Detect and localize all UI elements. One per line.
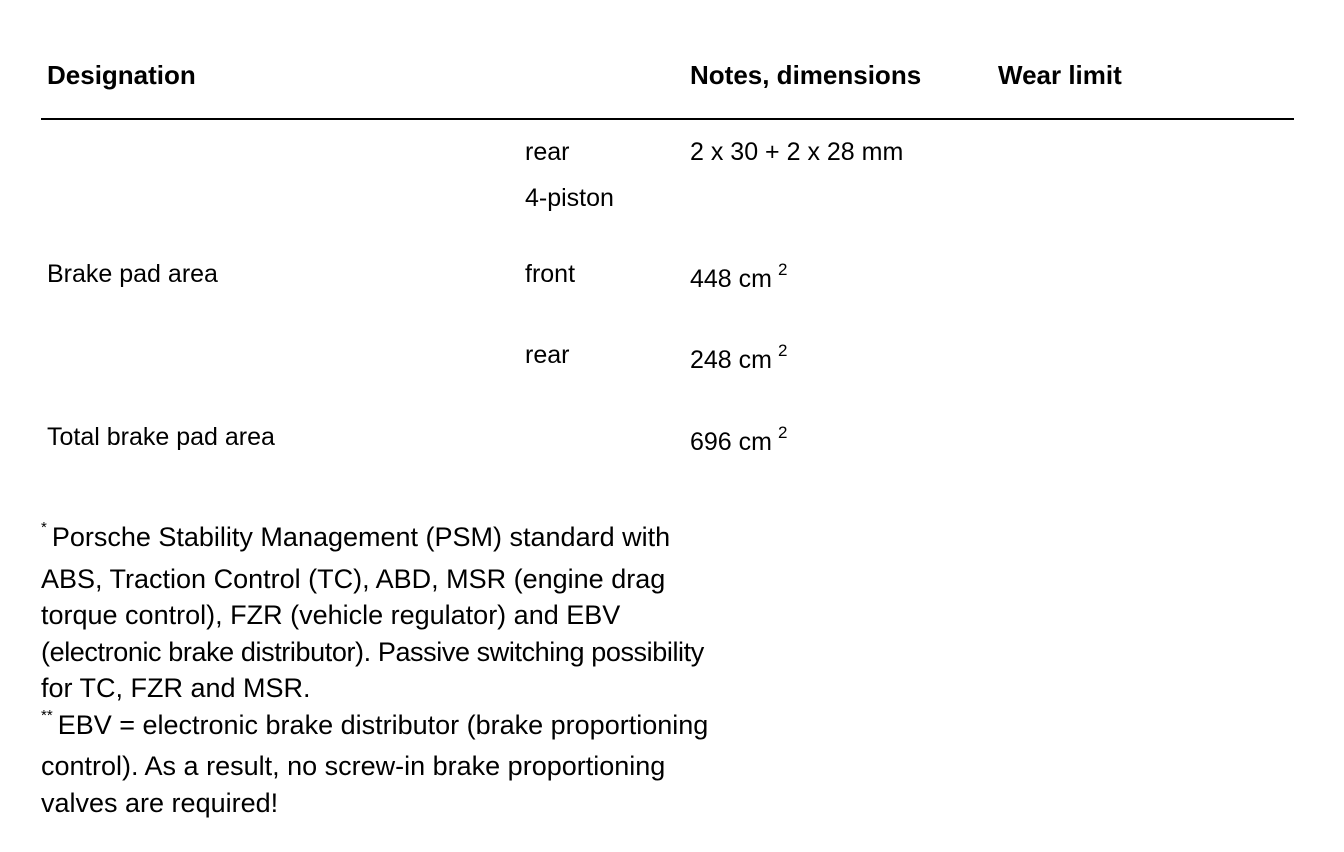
row-total-brake-pad-area-value [690,423,788,457]
row-total-brake-pad-area-designation: Total brake pad area [47,423,275,451]
row-brake-pad-area-rear-value [690,341,788,375]
value-exponent: 2 [777,423,788,442]
header-notes-dimensions: Notes, dimensions [690,60,922,90]
row-rear-caliper-notes: 2 x 30 + 2 x 28 mm [690,138,904,166]
row-brake-pad-area-front-position: front [525,260,576,288]
footnote-marker-double: ** [41,706,53,724]
value-text: 696 cm [690,428,772,456]
value-exponent: 2 [777,341,788,360]
value-text: 448 cm [690,265,772,293]
value-exponent: 2 [777,260,788,279]
footnote-ebv-line-3: valves are required! [41,787,279,818]
footnote-ebv-line-1: ** EBV = electronic brake distributor (brake proportioning [41,706,709,740]
footnotes [41,519,821,821]
header-designation: Designation [47,60,196,90]
footnote-psm-line-3: torque control), FZR (vehicle regulator) and EBV [41,600,621,630]
footnote-ebv-line-2: control). As a result, no screw-in brake proportioning [41,751,666,781]
value-text: 248 cm [690,346,772,374]
footnote-psm-line-2: ABS, Traction Control (TC), ABD, MSR (engine drag [41,563,666,594]
row-brake-pad-area-rear-position: rear [525,341,570,369]
row-brake-pad-area-front-value [690,260,788,294]
header-wear-limit: Wear limit [998,60,1122,90]
footnote-marker-single: * [41,519,47,536]
row-rear-caliper-position: rear [525,138,570,166]
footnote-psm-line-5: for TC, FZR and MSR. [41,673,311,703]
row-brake-pad-area-designation: Brake pad area [47,260,218,288]
footnote-psm-line-1: * Porsche Stability Management (PSM) standard with [41,519,671,552]
header-divider [41,118,1294,120]
row-4-piston-position: 4-piston [525,184,614,212]
footnote-psm-line-4: (electronic brake distributor). Passive switching possibility [41,636,704,667]
